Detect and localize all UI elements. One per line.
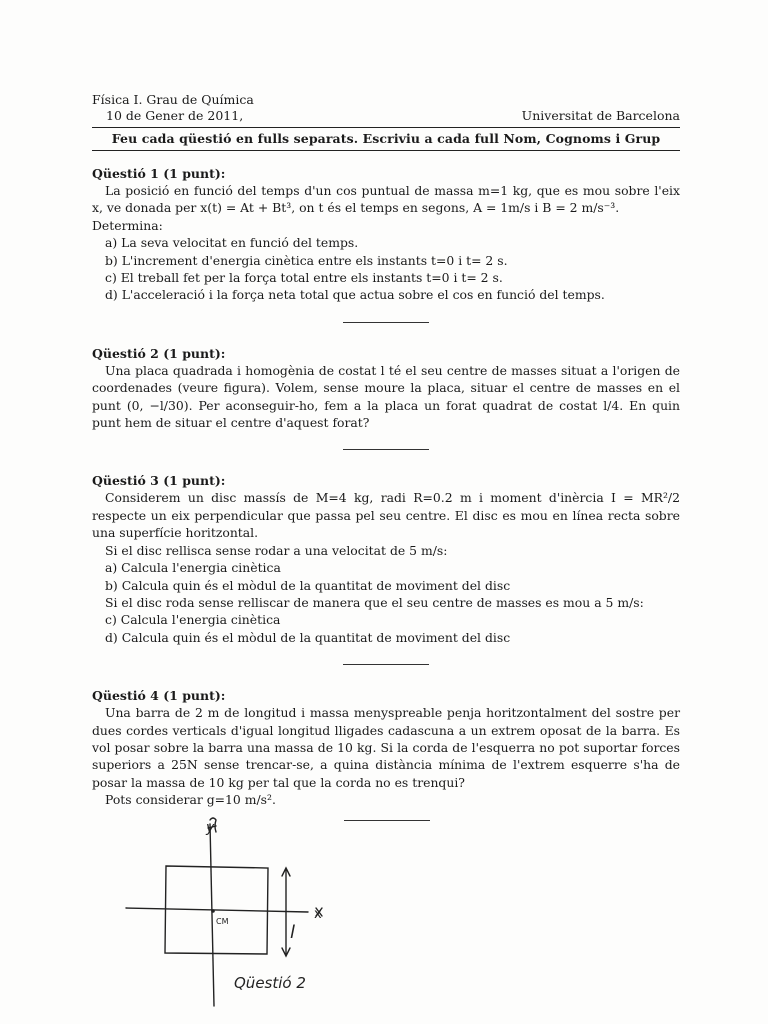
y-axis	[210, 824, 214, 1006]
question-1	[92, 165, 680, 304]
question-1-determine: Determina:	[92, 217, 163, 233]
center-of-mass-dot	[211, 909, 215, 913]
question-2-figure	[110, 808, 370, 1013]
question-4-gravity: Pots considerar g=10 m/s².	[105, 792, 276, 808]
instructions-rule	[92, 150, 680, 151]
question-3-intro: Considerem un disc massís de M=4 kg, radi R=0.2 m i moment d'inèrcia I = MR²/2 respecte un eix perpendicular que passa pel seu centre. El disc es mou en línea recta sobre una superfície horitzontal.	[92, 490, 680, 541]
question-2-text: Una placa quadrada i homogènia de costat l té el seu centre de masses situat a l'origen de coordenades (veure figura). Volem, sense moure la placa, situar el centre de masses en el punt (0, −l/30). Per aconseguir-ho, fem a la placa un forat quadrat de costat l/4. En quin punt hem de situar el centre d'aquest forat?	[92, 362, 680, 431]
exam-page	[92, 92, 680, 809]
cm-label: CM	[216, 917, 229, 926]
question-3-item-c: c) Calcula l'energia cinètica	[105, 612, 281, 628]
question-3-item-d: d) Calcula quin és el mòdul de la quantitat de moviment del disc	[105, 629, 511, 645]
side-label: l	[290, 922, 296, 943]
question-1-item-a: a) La seva velocitat en funció del temps.	[105, 235, 359, 251]
instructions: Feu cada qüestió en fulls separats. Escriviu a cada full Nom, Cognoms i Grup	[111, 131, 661, 146]
question-4	[92, 687, 680, 808]
question-3-item-a: a) Calcula l'energia cinètica	[105, 560, 281, 576]
question-4-title: Qüestió 4 (1 punt):	[92, 688, 226, 704]
question-1-item-b: b) L'increment d'energia cinètica entre els instants t=0 i t= 2 s.	[105, 252, 508, 268]
question-3-item-b: b) Calcula quin és el mòdul de la quantitat de moviment del disc	[105, 577, 511, 593]
x-axis-label: x	[314, 907, 322, 922]
separator	[343, 664, 429, 665]
exam-date: 10 de Gener de 2011,	[106, 108, 244, 123]
question-3-case-1: Si el disc rellisca sense rodar a una velocitat de 5 m/s:	[105, 542, 448, 558]
university-name: Universitat de Barcelona	[521, 108, 680, 123]
separator	[343, 449, 429, 450]
course-name: Física I. Grau de Química	[92, 92, 254, 107]
question-1-intro: La posició en funció del temps d'un cos puntual de massa m=1 kg, que es mou sobre l'eix x, ve donada per x(t) = At + Bt³, on t és el temps en segons, A = 1m/s i B = 2 m/s⁻³.	[92, 183, 680, 216]
separator	[343, 322, 429, 323]
question-2	[92, 345, 680, 432]
figure-caption: Qüestió 2	[234, 974, 306, 992]
question-1-item-c: c) El treball fet per la força total entre els instants t=0 i t= 2 s.	[105, 270, 503, 286]
question-3-title: Qüestió 3 (1 punt):	[92, 473, 226, 489]
question-3-case-2: Si el disc roda sense relliscar de manera que el seu centre de masses es mou a 5 m/s:	[105, 594, 644, 610]
header	[92, 92, 680, 124]
question-1-item-d: d) L'acceleració i la força neta total que actua sobre el cos en funció del temps.	[105, 287, 605, 303]
question-4-text: Una barra de 2 m de longitud i massa menyspreable penja horitzontalment del sostre per dues cordes verticals d'igual longitud lligades cadascuna a un extrem oposat de la barra. Es vol posar sobre la barra una massa de 10 kg. Si la corda de l'esquerra no pot suportar forces superiors a 25N sense trencar-se, a quina distància mínima de l'extrem esquerre s'ha de posar la massa de 10 kg per tal que la corda no es trenqui?	[92, 705, 680, 790]
question-2-title: Qüestió 2 (1 punt):	[92, 345, 226, 361]
question-1-title: Qüestió 1 (1 punt):	[92, 166, 226, 181]
x-axis	[126, 908, 308, 912]
y-axis-label: y	[206, 820, 215, 836]
question-3	[92, 472, 680, 646]
